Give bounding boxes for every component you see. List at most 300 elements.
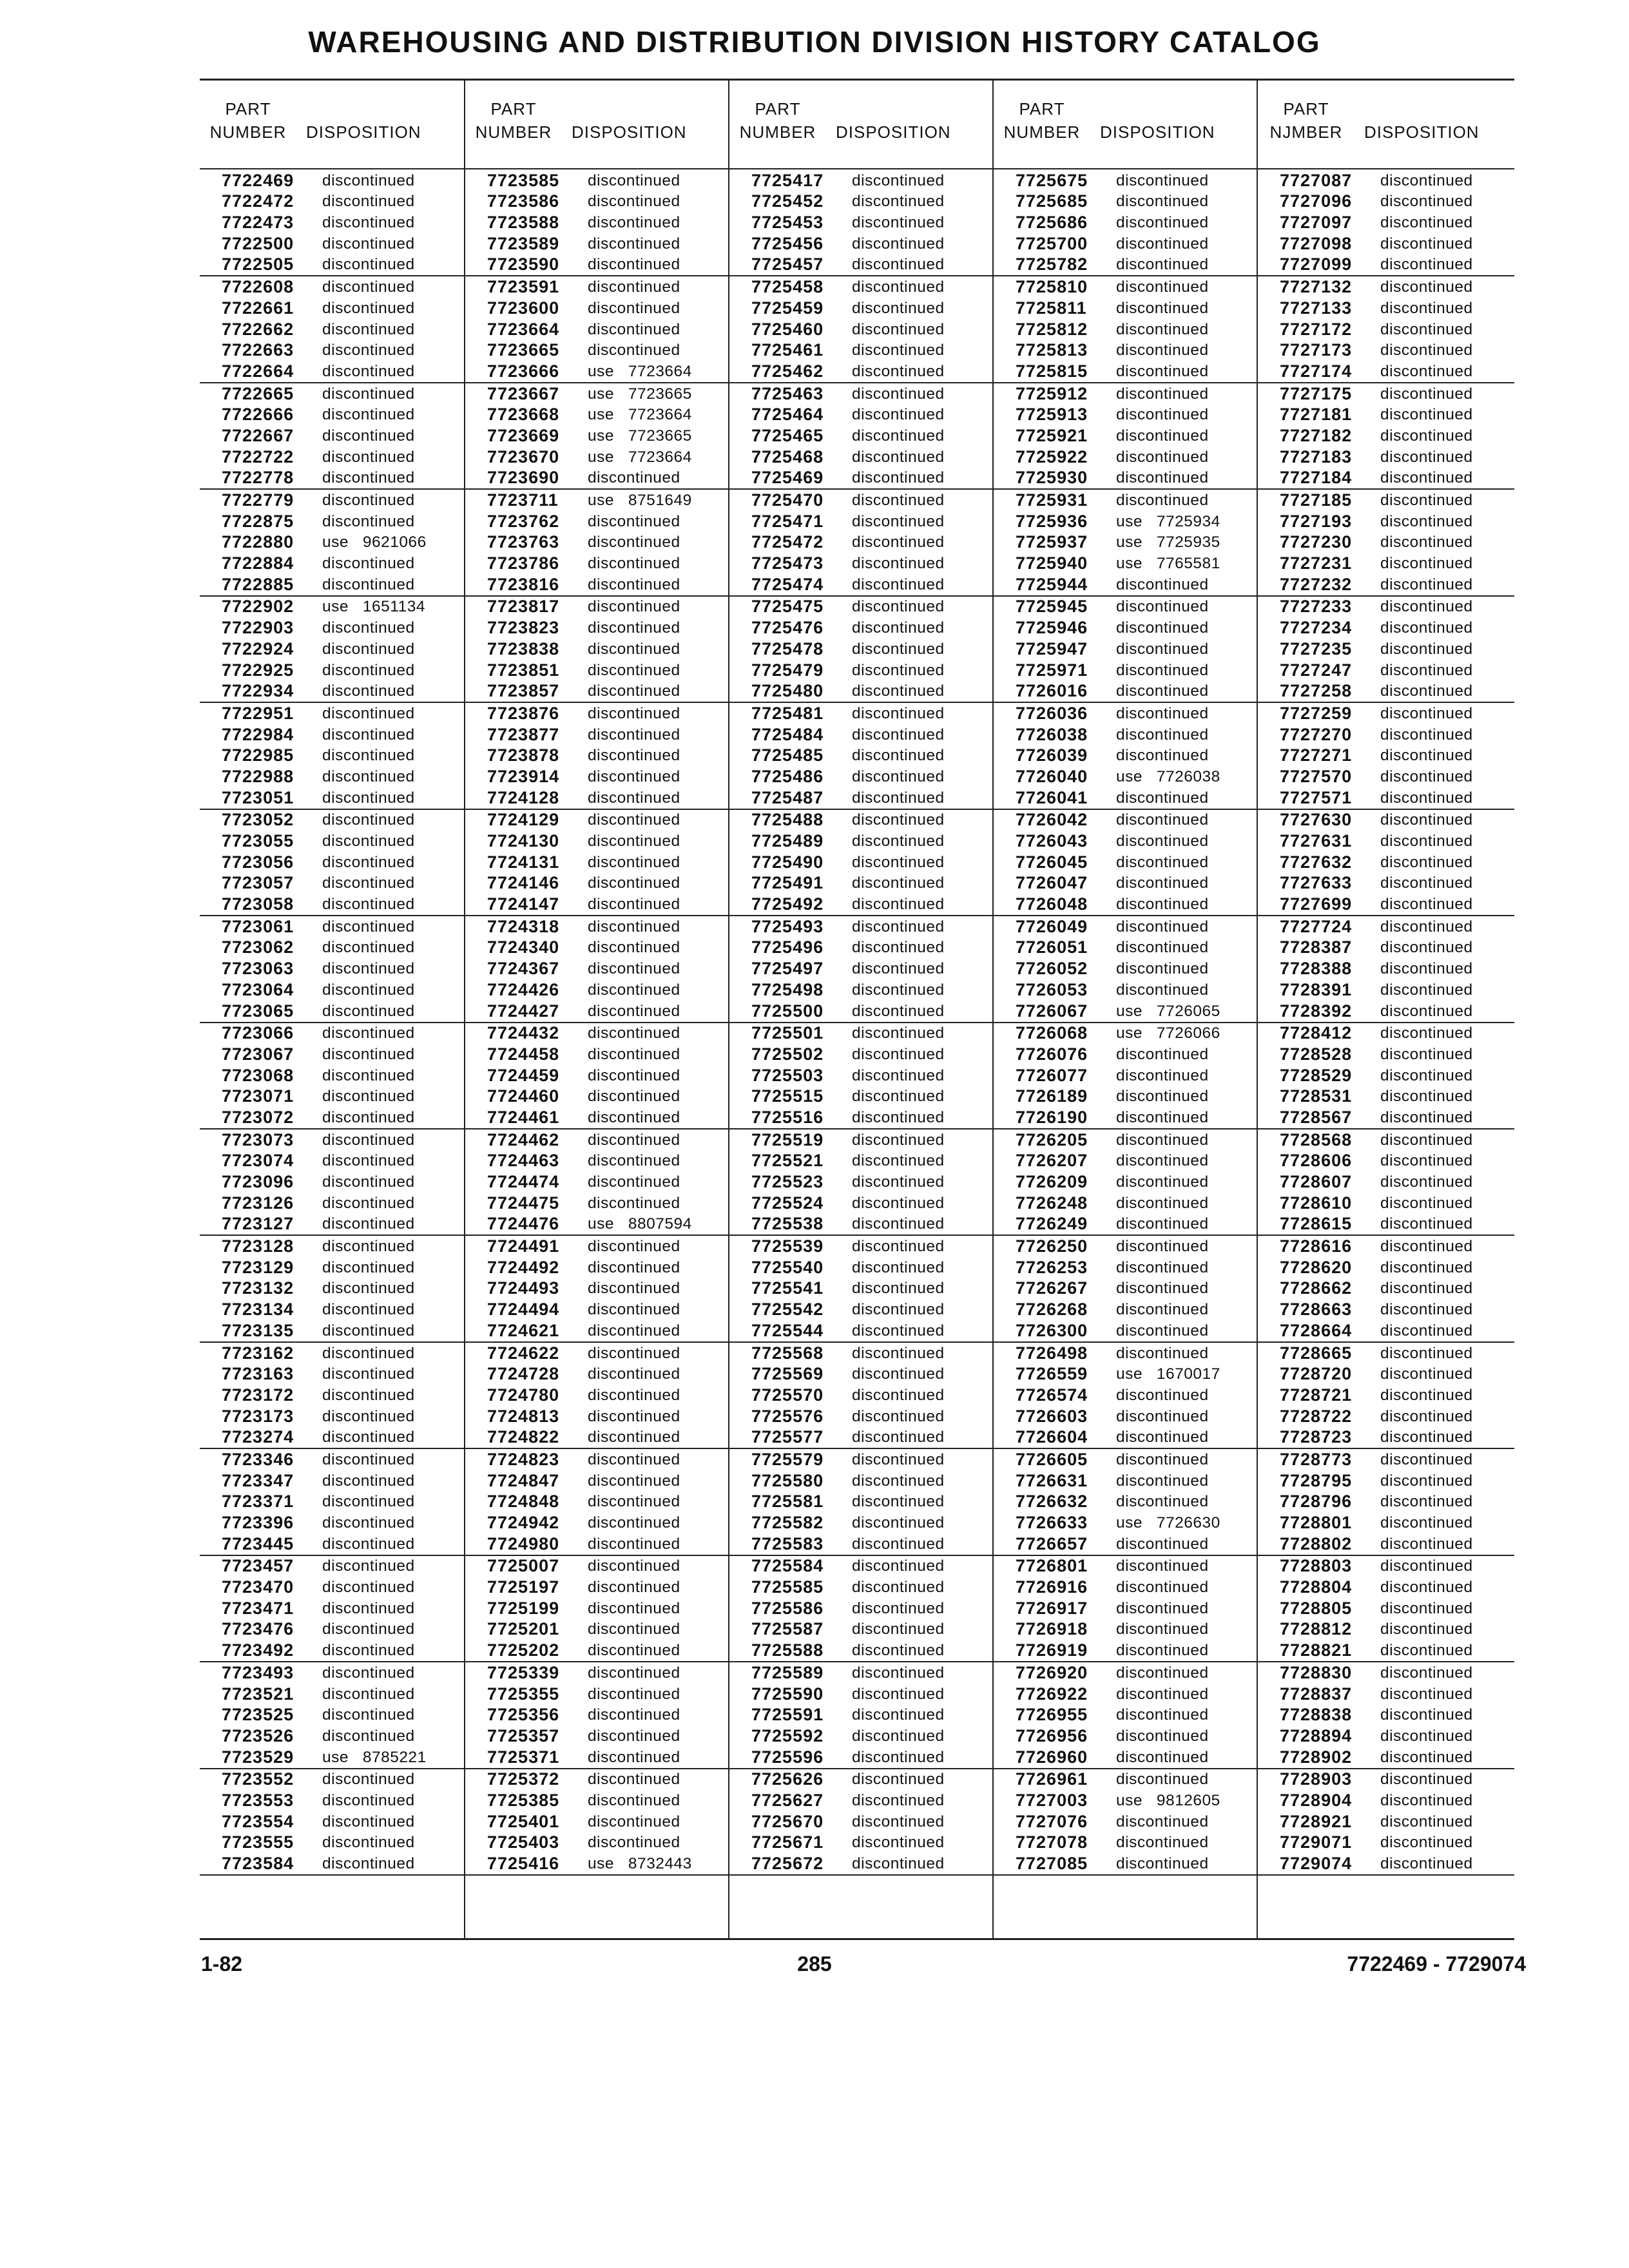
- part-number: 7724813: [487, 1406, 560, 1426]
- disposition: discontinued: [1116, 981, 1209, 999]
- disposition: discontinued: [588, 1386, 680, 1404]
- table-row: [729, 1171, 992, 1193]
- disposition: discontinued: [1380, 1108, 1473, 1126]
- table-row: [465, 1236, 728, 1257]
- disposition: discontinued: [588, 1791, 680, 1809]
- table-row: [994, 1343, 1257, 1364]
- table-row: [465, 979, 728, 1001]
- part-number: 7723665: [487, 340, 560, 360]
- header-part: PART: [490, 99, 537, 119]
- table-row: [465, 1832, 728, 1854]
- table-row: [465, 1001, 728, 1023]
- part-number: 7727085: [1016, 1854, 1088, 1873]
- part-number: 7725627: [751, 1790, 824, 1810]
- part-number: 7727258: [1280, 681, 1353, 701]
- table-row: [1258, 1278, 1514, 1300]
- table-row: [1258, 617, 1514, 639]
- disposition: discontinued: [1116, 789, 1209, 807]
- part-number: 7726961: [1016, 1769, 1088, 1789]
- part-number: 7725538: [751, 1214, 824, 1234]
- table-row: [729, 766, 992, 787]
- disposition: discontinued: [588, 299, 680, 317]
- table-row: [200, 1577, 464, 1598]
- part-number: 7727231: [1280, 553, 1353, 573]
- disposition: discontinued: [1116, 1152, 1209, 1170]
- table-row: [729, 1257, 992, 1278]
- table-row: [465, 681, 728, 704]
- table-row: [200, 916, 464, 937]
- part-number: 7725474: [751, 574, 824, 594]
- table-row: [729, 1151, 992, 1172]
- part-number: 7727174: [1280, 361, 1353, 381]
- disposition: discontinued: [1380, 1280, 1473, 1298]
- part-number: 7723471: [222, 1598, 294, 1618]
- table-row: [1258, 1577, 1514, 1598]
- part-number: 7728902: [1280, 1747, 1353, 1767]
- part-number: 7726919: [1016, 1640, 1088, 1660]
- table-row: [729, 703, 992, 724]
- disposition: discontinued: [322, 1407, 415, 1425]
- part-number: 7722902: [222, 597, 294, 617]
- disposition: discontinued: [852, 1238, 945, 1256]
- table-row: [994, 1662, 1257, 1684]
- table-row: [1258, 298, 1514, 319]
- part-number: 7723585: [487, 170, 560, 190]
- part-number: 7727099: [1280, 255, 1353, 274]
- header-number: NUMBER: [209, 122, 287, 142]
- table-row: [1258, 766, 1514, 787]
- part-number: 7723586: [487, 191, 560, 211]
- part-number: 7725459: [751, 298, 824, 318]
- table-row: [200, 1320, 464, 1343]
- disposition: discontinued: [852, 1280, 945, 1298]
- header-part: PART: [225, 99, 271, 119]
- part-number: 7725577: [751, 1427, 824, 1447]
- table-row: [465, 383, 728, 405]
- disposition: discontinued: [1116, 1834, 1209, 1852]
- disposition: discontinued: [852, 918, 945, 936]
- disposition: discontinued: [588, 1152, 680, 1170]
- disposition: discontinued: [1116, 1131, 1209, 1149]
- disposition: discontinued: [322, 1642, 415, 1660]
- part-number: 7725671: [751, 1832, 824, 1852]
- part-number: 7725458: [751, 277, 824, 297]
- table-row: [729, 852, 992, 873]
- disposition: discontinued: [588, 1472, 680, 1490]
- disposition: discontinued: [588, 1535, 680, 1553]
- disposition: discontinued: [852, 575, 945, 593]
- disposition: discontinued: [1116, 1066, 1209, 1084]
- disposition: discontinued: [588, 1771, 680, 1789]
- table-row: [465, 319, 728, 340]
- part-number: 7723526: [222, 1725, 294, 1745]
- part-number: 7728412: [1280, 1023, 1353, 1043]
- part-number: 7727175: [1280, 383, 1353, 403]
- table-row: [729, 1640, 992, 1662]
- disposition: discontinued: [322, 448, 415, 466]
- table-row: [465, 787, 728, 810]
- disposition: discontinued: [1116, 1579, 1209, 1597]
- part-number: 7725007: [487, 1556, 560, 1576]
- table-row: [994, 745, 1257, 767]
- table-row: [1258, 1662, 1514, 1684]
- disposition: discontinued: [1116, 1173, 1209, 1191]
- table-row: [994, 1492, 1257, 1513]
- part-number: 7727185: [1280, 490, 1353, 510]
- disposition: discontinued: [1380, 918, 1473, 936]
- disposition: discontinued: [588, 767, 680, 785]
- disposition: discontinued: [322, 1535, 415, 1553]
- disposition: discontinued: [1380, 1066, 1473, 1084]
- table-row: [200, 553, 464, 574]
- part-number: 7728391: [1280, 979, 1353, 999]
- part-number: 7726039: [1016, 745, 1088, 765]
- part-number: 7724621: [487, 1320, 560, 1340]
- part-number: 7722903: [222, 618, 294, 638]
- catalog-column-5: [1257, 81, 1514, 1938]
- part-number: 7725488: [751, 810, 824, 830]
- part-number: 7724848: [487, 1492, 560, 1512]
- table-row: [994, 1107, 1257, 1129]
- disposition: discontinued: [322, 512, 415, 530]
- part-number: 7726801: [1016, 1556, 1088, 1576]
- table-row: [1258, 1385, 1514, 1406]
- table-row: [465, 340, 728, 361]
- part-number: 7728894: [1280, 1725, 1353, 1745]
- disposition: discontinued: [1116, 726, 1209, 744]
- part-number: 7722778: [222, 468, 294, 488]
- header-disposition: DISPOSITION: [1100, 122, 1215, 142]
- part-number: 7726956: [1016, 1725, 1088, 1745]
- disposition: discontinued: [588, 1280, 680, 1298]
- part-number: 7724475: [487, 1193, 560, 1213]
- part-number: 7723127: [222, 1214, 294, 1234]
- part-number: 7725586: [751, 1598, 824, 1618]
- table-row: [200, 233, 464, 255]
- part-number: 7728664: [1280, 1320, 1353, 1340]
- table-row: [465, 405, 728, 426]
- table-row: [465, 1512, 728, 1533]
- part-number: 7729074: [1280, 1854, 1353, 1873]
- disposition: use 9621066: [322, 533, 427, 552]
- disposition: discontinued: [1380, 1238, 1473, 1256]
- disposition: discontinued: [1380, 682, 1473, 700]
- part-number: 7725500: [751, 1001, 824, 1021]
- disposition: discontinued: [852, 1131, 945, 1149]
- part-number: 7723667: [487, 383, 560, 403]
- table-row: [200, 852, 464, 873]
- disposition: discontinued: [322, 1450, 415, 1468]
- part-number: 7723591: [487, 277, 560, 297]
- table-row: [994, 1619, 1257, 1640]
- table-row: [1258, 1533, 1514, 1556]
- table-row: [1258, 340, 1514, 361]
- part-number: 7725585: [751, 1577, 824, 1597]
- table-row: [994, 1832, 1257, 1854]
- table-row: [1258, 1236, 1514, 1257]
- table-row: [465, 1151, 728, 1172]
- table-row: [1258, 511, 1514, 532]
- disposition: discontinued: [1380, 619, 1473, 637]
- part-number: 7727096: [1280, 191, 1353, 211]
- part-number: 7725971: [1016, 660, 1088, 680]
- part-number: 7728620: [1280, 1257, 1353, 1277]
- disposition: discontinued: [322, 896, 415, 914]
- table-row: [200, 1556, 464, 1577]
- disposition: discontinued: [1380, 1579, 1473, 1597]
- table-row: [1258, 1512, 1514, 1533]
- table-row: [994, 574, 1257, 597]
- disposition: use 7726630: [1116, 1514, 1220, 1532]
- part-number: 7728567: [1280, 1107, 1353, 1127]
- table-row: [465, 1065, 728, 1086]
- table-row: [729, 873, 992, 894]
- disposition: discontinued: [1116, 1599, 1209, 1617]
- table-row: [465, 1044, 728, 1065]
- table-row: [465, 1619, 728, 1640]
- disposition: discontinued: [322, 747, 415, 765]
- part-number: 7728720: [1280, 1364, 1353, 1384]
- table-row: [994, 233, 1257, 255]
- disposition: discontinued: [1116, 1664, 1209, 1682]
- disposition: discontinued: [588, 341, 680, 360]
- table-row: [729, 1107, 992, 1129]
- disposition: discontinued: [1380, 1386, 1473, 1404]
- table-row: [1258, 1769, 1514, 1791]
- table-row: [994, 255, 1257, 277]
- disposition: discontinued: [1380, 256, 1473, 274]
- table-row: [994, 1023, 1257, 1044]
- disposition: discontinued: [588, 1579, 680, 1597]
- disposition: discontinued: [1116, 1472, 1209, 1490]
- disposition: discontinued: [1380, 1472, 1473, 1490]
- disposition: discontinued: [852, 1727, 945, 1745]
- part-number: 7727173: [1280, 340, 1353, 360]
- part-number: 7725540: [751, 1257, 824, 1277]
- disposition: discontinued: [1116, 682, 1209, 700]
- part-number: 7723600: [487, 298, 560, 318]
- disposition: discontinued: [588, 1450, 680, 1468]
- table-row: [729, 937, 992, 959]
- table-row: [729, 425, 992, 447]
- disposition: discontinued: [852, 1855, 945, 1872]
- disposition: discontinued: [322, 1599, 415, 1617]
- table-row: [200, 511, 464, 532]
- table-row: [465, 1662, 728, 1684]
- disposition: discontinued: [322, 492, 415, 509]
- part-number: 7726043: [1016, 831, 1088, 850]
- disposition: discontinued: [852, 1599, 945, 1617]
- disposition: discontinued: [322, 256, 415, 274]
- header-part: PART: [1019, 99, 1065, 119]
- disposition: discontinued: [1380, 1599, 1473, 1617]
- disposition: discontinued: [852, 598, 945, 616]
- table-row: [200, 1811, 464, 1832]
- table-row: [994, 681, 1257, 704]
- part-number: 7723063: [222, 959, 294, 979]
- table-row: [1258, 212, 1514, 233]
- disposition: discontinued: [1116, 1108, 1209, 1126]
- table-row: [994, 597, 1257, 618]
- header-number: NUMBER: [739, 122, 816, 142]
- disposition: discontinued: [322, 1664, 415, 1682]
- table-row: [200, 1449, 464, 1470]
- part-number: 7728830: [1280, 1662, 1353, 1682]
- part-number: 7725591: [751, 1705, 824, 1725]
- part-number: 7725523: [751, 1172, 824, 1191]
- part-number: 7728721: [1280, 1385, 1353, 1405]
- table-row: [200, 1171, 464, 1193]
- disposition: discontinued: [322, 1365, 415, 1383]
- table-row: [465, 1171, 728, 1193]
- table-row: [729, 553, 992, 574]
- part-number: 7728773: [1280, 1449, 1353, 1469]
- table-row: [465, 511, 728, 532]
- header-disposition: DISPOSITION: [572, 122, 687, 142]
- part-number: 7723786: [487, 553, 560, 573]
- table-row: [465, 1278, 728, 1300]
- table-row: [729, 617, 992, 639]
- table-row: [465, 468, 728, 490]
- disposition: discontinued: [322, 1173, 415, 1191]
- part-number: 7725579: [751, 1449, 824, 1469]
- table-row: [465, 745, 728, 767]
- disposition: discontinued: [852, 767, 945, 785]
- part-number: 7723129: [222, 1257, 294, 1277]
- table-row: [994, 490, 1257, 511]
- table-row: [200, 1406, 464, 1427]
- part-number: 7724822: [487, 1427, 560, 1447]
- part-number: 7725815: [1016, 361, 1088, 381]
- disposition: discontinued: [1380, 1493, 1473, 1511]
- table-row: [1258, 170, 1514, 191]
- table-row: [994, 787, 1257, 810]
- table-row: [1258, 1193, 1514, 1214]
- table-row: [1258, 1832, 1514, 1854]
- table-row: [200, 810, 464, 831]
- catalog-column-2: [464, 81, 728, 1938]
- disposition: use 7723664: [588, 448, 692, 466]
- part-number: 7725912: [1016, 383, 1088, 403]
- table-row: [1258, 597, 1514, 618]
- part-number: 7725452: [751, 191, 824, 211]
- disposition: discontinued: [588, 1258, 680, 1276]
- table-row: [465, 1449, 728, 1470]
- table-row: [200, 724, 464, 745]
- catalog-table: [200, 81, 1514, 1938]
- part-number: 7725487: [751, 787, 824, 807]
- table-row: [994, 191, 1257, 213]
- disposition: discontinued: [1380, 299, 1473, 317]
- disposition: discontinued: [852, 1258, 945, 1276]
- table-row: [1258, 1065, 1514, 1086]
- disposition: discontinued: [1380, 1407, 1473, 1425]
- table-row: [994, 831, 1257, 852]
- part-number: 7725672: [751, 1854, 824, 1873]
- part-number: 7728387: [1280, 937, 1353, 957]
- table-row: [994, 1151, 1257, 1172]
- table-row: [994, 1086, 1257, 1108]
- part-number: 7725497: [751, 959, 824, 979]
- disposition: discontinued: [588, 747, 680, 765]
- disposition: discontinued: [852, 1066, 945, 1084]
- table-row: [994, 660, 1257, 681]
- disposition: discontinued: [322, 1428, 415, 1446]
- part-number: 7724463: [487, 1151, 560, 1171]
- part-number: 7726605: [1016, 1449, 1088, 1469]
- part-number: 7727271: [1280, 745, 1353, 765]
- disposition: discontinued: [322, 1344, 415, 1362]
- part-number: 7722884: [222, 553, 294, 573]
- disposition: discontinued: [588, 1685, 680, 1703]
- table-row: [1258, 1449, 1514, 1470]
- part-number: 7728802: [1280, 1533, 1353, 1553]
- disposition: discontinued: [588, 918, 680, 936]
- disposition: discontinued: [1116, 492, 1209, 509]
- disposition: discontinued: [1116, 640, 1209, 658]
- part-number: 7725810: [1016, 277, 1088, 297]
- part-number: 7725584: [751, 1556, 824, 1576]
- catalog-column-4: [992, 81, 1257, 1938]
- table-row: [1258, 1619, 1514, 1640]
- part-number: 7728903: [1280, 1769, 1353, 1789]
- part-number: 7725471: [751, 511, 824, 531]
- disposition: discontinued: [852, 661, 945, 679]
- disposition: discontinued: [1380, 1215, 1473, 1233]
- table-row: [465, 1343, 728, 1364]
- part-number: 7723126: [222, 1193, 294, 1213]
- disposition: discontinued: [852, 1407, 945, 1425]
- disposition: discontinued: [1380, 1131, 1473, 1149]
- part-number: 7722875: [222, 511, 294, 531]
- part-number: 7726920: [1016, 1662, 1088, 1682]
- disposition: discontinued: [852, 533, 945, 552]
- disposition: discontinued: [322, 362, 415, 380]
- disposition: discontinued: [588, 1557, 680, 1575]
- part-number: 7725502: [751, 1044, 824, 1064]
- table-row: [729, 490, 992, 511]
- table-row: [200, 1364, 464, 1385]
- part-number: 7723066: [222, 1023, 294, 1043]
- table-row: [200, 1662, 464, 1684]
- disposition: discontinued: [852, 1748, 945, 1766]
- part-number: 7723051: [222, 787, 294, 807]
- table-row: [729, 233, 992, 255]
- part-number: 7724128: [487, 787, 560, 807]
- part-number: 7725940: [1016, 553, 1088, 573]
- part-number: 7725811: [1016, 298, 1087, 318]
- part-number: 7725492: [751, 894, 824, 914]
- part-number: 7728803: [1280, 1556, 1353, 1576]
- disposition: discontinued: [588, 1834, 680, 1852]
- part-number: 7722779: [222, 490, 294, 510]
- row-list: [200, 170, 464, 1876]
- table-row: [994, 1747, 1257, 1769]
- disposition: discontinued: [588, 1642, 680, 1660]
- table-row: [729, 1044, 992, 1065]
- part-number: 7726249: [1016, 1214, 1088, 1234]
- part-number: 7728606: [1280, 1151, 1353, 1171]
- table-row: [994, 1320, 1257, 1343]
- part-number: 7722505: [222, 255, 294, 274]
- disposition: discontinued: [588, 896, 680, 914]
- part-number: 7726253: [1016, 1257, 1088, 1277]
- disposition: discontinued: [852, 1450, 945, 1468]
- part-number: 7724131: [487, 852, 560, 872]
- part-number: 7723476: [222, 1619, 294, 1639]
- disposition: discontinued: [322, 299, 415, 317]
- disposition: discontinued: [322, 341, 415, 360]
